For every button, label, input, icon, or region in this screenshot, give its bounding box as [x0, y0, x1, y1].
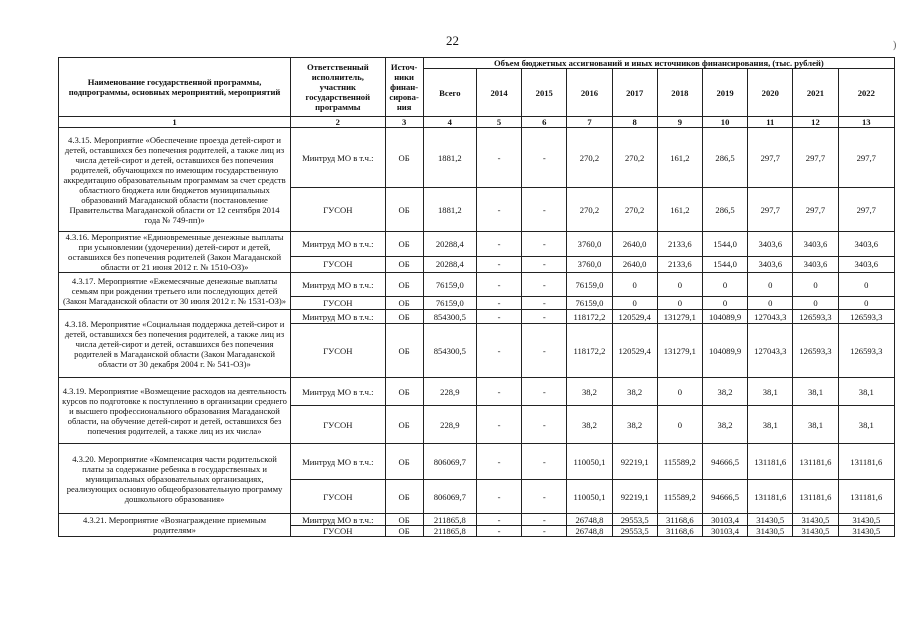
value-cell: 38,1 — [748, 406, 793, 444]
value-cell: - — [476, 324, 521, 378]
value-cell: - — [476, 232, 521, 257]
value-cell: 31168,6 — [657, 514, 702, 526]
value-cell: 92219,1 — [612, 444, 657, 480]
value-cell: 0 — [838, 297, 894, 310]
value-cell: 2640,0 — [612, 256, 657, 272]
measure-name: 4.3.18. Мероприятие «Социальная поддержка детей-сирот и детей, оставшихся без попечения родителей, а также лиц из числа детей-сирот и детей, оставшихся без попечения родителей в Магаданской области (Закон Магаданской области от 30 декабря 2004 г. № 541-ОЗ)» — [59, 310, 291, 378]
source-cell: ОБ — [385, 256, 423, 272]
value-cell: 94666,5 — [702, 480, 747, 514]
value-cell: 38,1 — [793, 406, 838, 444]
value-cell: 20288,4 — [423, 232, 476, 257]
responsible-cell: ГУСОН — [291, 480, 385, 514]
header-year: 2014 — [476, 69, 521, 117]
value-cell: 270,2 — [612, 188, 657, 232]
header-year: 2016 — [567, 69, 612, 117]
table-row — [59, 273, 895, 297]
value-cell: - — [476, 256, 521, 272]
value-cell: 2133,6 — [657, 232, 702, 257]
value-cell: 1881,2 — [423, 128, 476, 188]
value-cell: 38,2 — [702, 378, 747, 406]
value-cell: 131181,6 — [748, 444, 793, 480]
value-cell: 2640,0 — [612, 232, 657, 257]
value-cell: 38,2 — [612, 406, 657, 444]
value-cell: 104089,9 — [702, 324, 747, 378]
value-cell: 0 — [702, 273, 747, 297]
responsible-cell: Минтруд МО в т.ч.: — [291, 128, 385, 188]
responsible-cell: ГУСОН — [291, 256, 385, 272]
value-cell: - — [476, 514, 521, 526]
source-cell: ОБ — [385, 444, 423, 480]
value-cell: - — [522, 324, 567, 378]
value-cell: 29553,5 — [612, 526, 657, 537]
value-cell: 131279,1 — [657, 310, 702, 324]
responsible-cell: ГУСОН — [291, 188, 385, 232]
value-cell: 3403,6 — [748, 232, 793, 257]
value-cell: 1544,0 — [702, 232, 747, 257]
header-year: 2021 — [793, 69, 838, 117]
value-cell: 806069,7 — [423, 480, 476, 514]
value-cell: 3760,0 — [567, 256, 612, 272]
responsible-cell: ГУСОН — [291, 526, 385, 537]
value-cell: 26748,8 — [567, 514, 612, 526]
value-cell: - — [522, 310, 567, 324]
value-cell: 126593,3 — [838, 324, 894, 378]
value-cell: 127043,3 — [748, 324, 793, 378]
value-cell: 854300,5 — [423, 324, 476, 378]
value-cell: 31168,6 — [657, 526, 702, 537]
value-cell: 94666,5 — [702, 444, 747, 480]
funding-table — [58, 57, 895, 537]
value-cell: - — [476, 188, 521, 232]
header-year: 2020 — [748, 69, 793, 117]
value-cell: - — [476, 297, 521, 310]
value-cell: 76159,0 — [567, 273, 612, 297]
value-cell: 854300,5 — [423, 310, 476, 324]
value-cell: 3403,6 — [838, 232, 894, 257]
column-number: 6 — [522, 117, 567, 128]
value-cell: 0 — [793, 297, 838, 310]
value-cell: 76159,0 — [423, 273, 476, 297]
source-cell: ОБ — [385, 232, 423, 257]
responsible-cell: Минтруд МО в т.ч.: — [291, 378, 385, 406]
value-cell: 30103,4 — [702, 526, 747, 537]
value-cell: 211865,8 — [423, 514, 476, 526]
value-cell: 118172,2 — [567, 310, 612, 324]
value-cell: 0 — [702, 297, 747, 310]
value-cell: 286,5 — [702, 188, 747, 232]
value-cell: 228,9 — [423, 406, 476, 444]
value-cell: - — [522, 378, 567, 406]
value-cell: 286,5 — [702, 128, 747, 188]
column-number: 7 — [567, 117, 612, 128]
value-cell: 3760,0 — [567, 232, 612, 257]
value-cell: 2133,6 — [657, 256, 702, 272]
responsible-cell: Минтруд МО в т.ч.: — [291, 232, 385, 257]
value-cell: 26748,8 — [567, 526, 612, 537]
value-cell: 38,1 — [838, 378, 894, 406]
value-cell: 131181,6 — [838, 480, 894, 514]
value-cell: 115589,2 — [657, 480, 702, 514]
value-cell: 297,7 — [793, 128, 838, 188]
responsible-cell: Минтруд МО в т.ч.: — [291, 273, 385, 297]
value-cell: 270,2 — [567, 128, 612, 188]
value-cell: 31430,5 — [748, 514, 793, 526]
table-row — [59, 444, 895, 480]
value-cell: 0 — [612, 273, 657, 297]
header-year: Всего — [423, 69, 476, 117]
value-cell: 31430,5 — [793, 514, 838, 526]
value-cell: - — [522, 526, 567, 537]
value-cell: - — [522, 406, 567, 444]
value-cell: 127043,3 — [748, 310, 793, 324]
column-number: 13 — [838, 117, 894, 128]
source-cell: ОБ — [385, 324, 423, 378]
value-cell: 30103,4 — [702, 514, 747, 526]
column-number: 12 — [793, 117, 838, 128]
value-cell: 31430,5 — [838, 526, 894, 537]
value-cell: 1544,0 — [702, 256, 747, 272]
value-cell: 1881,2 — [423, 188, 476, 232]
value-cell: 270,2 — [612, 128, 657, 188]
measure-name: 4.3.17. Мероприятие «Ежемесячные денежные выплаты семьям при рождении третьего или последующих детей (Закон Магаданской области от 30 июля 2012 г. № 1531-ОЗ)» — [59, 273, 291, 310]
value-cell: 118172,2 — [567, 324, 612, 378]
value-cell: 297,7 — [838, 188, 894, 232]
page-number: 22 — [446, 33, 459, 48]
value-cell: - — [476, 444, 521, 480]
column-number: 3 — [385, 117, 423, 128]
table-row — [59, 310, 895, 324]
responsible-cell: Минтруд МО в т.ч.: — [291, 444, 385, 480]
value-cell: - — [522, 297, 567, 310]
value-cell: - — [522, 256, 567, 272]
value-cell: 104089,9 — [702, 310, 747, 324]
value-cell: 0 — [793, 273, 838, 297]
responsible-cell: ГУСОН — [291, 406, 385, 444]
header-year: 2017 — [612, 69, 657, 117]
value-cell: 297,7 — [748, 188, 793, 232]
value-cell: 38,1 — [748, 378, 793, 406]
value-cell: - — [476, 406, 521, 444]
value-cell: 20288,4 — [423, 256, 476, 272]
source-cell: ОБ — [385, 378, 423, 406]
source-cell: ОБ — [385, 514, 423, 526]
measure-name: 4.3.15. Мероприятие «Обеспечение проезда детей-сирот и детей, оставшихся без попечения родителей, а также лиц из числа детей-сирот и детей, оставшихся без попечения родителей, обучающихся по имеющим государственную аккредитацию образовательным программам за счет средств областного бюджета или бюджетов муниципальных образований Магаданской области (постановление Правительства Магаданской области от 12 сентября 2014 года № 749-пп)» — [59, 128, 291, 232]
value-cell: - — [522, 273, 567, 297]
value-cell: 131181,6 — [838, 444, 894, 480]
value-cell: 31430,5 — [838, 514, 894, 526]
value-cell: 0 — [657, 406, 702, 444]
value-cell: 29553,5 — [612, 514, 657, 526]
value-cell: 297,7 — [793, 188, 838, 232]
value-cell: 806069,7 — [423, 444, 476, 480]
value-cell: 131181,6 — [793, 480, 838, 514]
value-cell: 3403,6 — [793, 232, 838, 257]
value-cell: 3403,6 — [838, 256, 894, 272]
column-number: 2 — [291, 117, 385, 128]
value-cell: 0 — [748, 273, 793, 297]
responsible-cell: Минтруд МО в т.ч.: — [291, 514, 385, 526]
source-cell: ОБ — [385, 188, 423, 232]
value-cell: 0 — [838, 273, 894, 297]
value-cell: 38,2 — [567, 378, 612, 406]
value-cell: 297,7 — [838, 128, 894, 188]
value-cell: - — [476, 310, 521, 324]
responsible-cell: Минтруд МО в т.ч.: — [291, 310, 385, 324]
column-number: 11 — [748, 117, 793, 128]
column-number: 5 — [476, 117, 521, 128]
header-year: 2022 — [838, 69, 894, 117]
value-cell: - — [476, 378, 521, 406]
responsible-cell: ГУСОН — [291, 324, 385, 378]
value-cell: - — [476, 480, 521, 514]
value-cell: 92219,1 — [612, 480, 657, 514]
measure-name: 4.3.21. Мероприятие «Вознаграждение приемным родителям» — [59, 514, 291, 537]
header-source: Источ-ники финан-сирова-ния — [385, 58, 423, 117]
value-cell: 0 — [657, 273, 702, 297]
table-row — [59, 232, 895, 257]
value-cell: 38,2 — [612, 378, 657, 406]
value-cell: 0 — [748, 297, 793, 310]
value-cell: 76159,0 — [567, 297, 612, 310]
value-cell: 161,2 — [657, 188, 702, 232]
value-cell: 3403,6 — [748, 256, 793, 272]
value-cell: 38,1 — [793, 378, 838, 406]
value-cell: 38,2 — [702, 406, 747, 444]
value-cell: 131181,6 — [793, 444, 838, 480]
source-cell: ОБ — [385, 273, 423, 297]
measure-name: 4.3.20. Мероприятие «Компенсация части родительской платы за содержание ребенка в государственных и муниципальных образовательных организациях, реализующих основную общеобразовательную программу дошкольного образования» — [59, 444, 291, 514]
source-cell: ОБ — [385, 297, 423, 310]
header-responsible: Ответственный исполнитель, участник государственной программы — [291, 58, 385, 117]
value-cell: 110050,1 — [567, 480, 612, 514]
table-row — [59, 514, 895, 526]
value-cell: 131279,1 — [657, 324, 702, 378]
value-cell: 76159,0 — [423, 297, 476, 310]
column-numbers-row — [59, 117, 895, 128]
value-cell: 115589,2 — [657, 444, 702, 480]
value-cell: 120529,4 — [612, 310, 657, 324]
value-cell: - — [476, 526, 521, 537]
value-cell: 3403,6 — [793, 256, 838, 272]
header-name: Наименование государственной программы, подпрограммы, основных мероприятий, мероприятий — [59, 58, 291, 117]
source-cell: ОБ — [385, 128, 423, 188]
table-row — [59, 378, 895, 406]
value-cell: 126593,3 — [793, 310, 838, 324]
column-number: 8 — [612, 117, 657, 128]
value-cell: 161,2 — [657, 128, 702, 188]
column-number: 10 — [702, 117, 747, 128]
header-year: 2015 — [522, 69, 567, 117]
source-cell: ОБ — [385, 480, 423, 514]
value-cell: 38,1 — [838, 406, 894, 444]
value-cell: 110050,1 — [567, 444, 612, 480]
column-number: 1 — [59, 117, 291, 128]
value-cell: 211865,8 — [423, 526, 476, 537]
measure-name: 4.3.19. Мероприятие «Возмещение расходов на деятельность курсов по подготовке к поступлению в организации среднего и высшего профессионального образования Магаданской области, на обучение детей-сирот и детей, оставшихся без попечения родителей, а также лиц из их числа» — [59, 378, 291, 444]
header-year: 2019 — [702, 69, 747, 117]
value-cell: - — [476, 128, 521, 188]
value-cell: 297,7 — [748, 128, 793, 188]
table-row — [59, 128, 895, 188]
scan-mark: ) — [893, 40, 897, 51]
header-funding: Объем бюджетных ассигнований и иных источников финансирования, (тыс. рублей) — [423, 58, 894, 69]
responsible-cell: ГУСОН — [291, 297, 385, 310]
value-cell: 0 — [657, 297, 702, 310]
measure-name: 4.3.16. Мероприятие «Единовременные денежные выплаты при усыновлении (удочерении) детей-сирот и детей, оставшихся без попечения родителей (Закон Магаданской области от 21 июня 2012 г. № 1510-ОЗ)» — [59, 232, 291, 273]
value-cell: 0 — [657, 378, 702, 406]
column-number: 4 — [423, 117, 476, 128]
value-cell: - — [522, 480, 567, 514]
value-cell: 126593,3 — [838, 310, 894, 324]
value-cell: 228,9 — [423, 378, 476, 406]
value-cell: - — [522, 514, 567, 526]
value-cell: 31430,5 — [793, 526, 838, 537]
value-cell: - — [522, 444, 567, 480]
value-cell: - — [476, 273, 521, 297]
value-cell: 38,2 — [567, 406, 612, 444]
value-cell: 120529,4 — [612, 324, 657, 378]
value-cell: 131181,6 — [748, 480, 793, 514]
value-cell: 31430,5 — [748, 526, 793, 537]
value-cell: - — [522, 188, 567, 232]
value-cell: - — [522, 128, 567, 188]
source-cell: ОБ — [385, 526, 423, 537]
source-cell: ОБ — [385, 406, 423, 444]
value-cell: 126593,3 — [793, 324, 838, 378]
value-cell: 270,2 — [567, 188, 612, 232]
value-cell: - — [522, 232, 567, 257]
value-cell: 0 — [612, 297, 657, 310]
source-cell: ОБ — [385, 310, 423, 324]
header-year: 2018 — [657, 69, 702, 117]
table-body — [59, 128, 895, 537]
column-number: 9 — [657, 117, 702, 128]
